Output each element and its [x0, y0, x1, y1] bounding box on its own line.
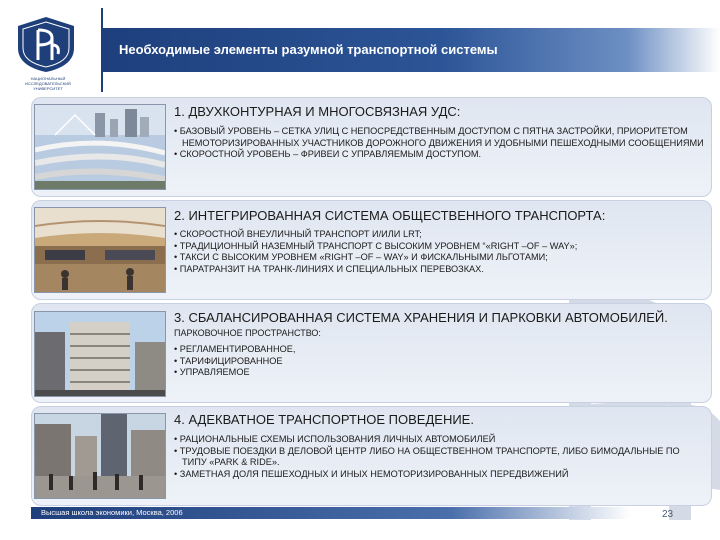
page-number: 23 [662, 509, 674, 520]
photo-parking-garage [34, 311, 166, 397]
slide-title: Необходимые элементы разумной транспортной системы [119, 42, 498, 57]
list-item: • СКОРОСТНОЙ УРОВЕНЬ – ФРИВЕИ С УПРАВЛЯЕМЫМ ДОСТУПОМ. [174, 149, 704, 161]
block-1-title: 1. ДВУХКОНТУРНАЯ И МНОГОСВЯЗНАЯ УДС: [174, 104, 461, 119]
list-item: • РЕГЛАМЕНТИРОВАННОЕ, [174, 344, 704, 356]
list-item: • БАЗОВЫЙ УРОВЕНЬ – СЕТКА УЛИЦ С НЕПОСРЕДСТВЕННЫМ ДОСТУПОМ С ПЯТНА ЗАСТРОЙКИ, ПРИОРИТЕТОМ НЕМОТОРИЗИРОВАННЫХ УЧАСТНИКОВ ДОРОЖНОГО ДВИЖЕНИЯ И УДОБНЫМИ ПЕШЕХОДНЫМИ СООБЩЕНИЯМИ [174, 126, 704, 149]
title-bar [103, 28, 720, 72]
list-item: • ТРУДОВЫЕ ПОЕЗДКИ В ДЕЛОВОЙ ЦЕНТР ЛИБО НА ОБЩЕСТВЕННОМ ТРАНСПОРТЕ, ЛИБО БИМОДАЛЬНЫЕ ПО ТИПУ «PARK & RIDE». [174, 446, 704, 469]
block-4-list [174, 434, 704, 480]
footer-bar [31, 507, 631, 519]
list-item: • УПРАВЛЯЕМОЕ [174, 367, 704, 379]
block-2-list [174, 229, 704, 275]
logo-caption: НАЦИОНАЛЬНЫЙ ИССЛЕДОВАТЕЛЬСКИЙ УНИВЕРСИТЕТ [25, 76, 71, 91]
list-item: • СКОРОСТНОЙ ВНЕУЛИЧНЫЙ ТРАНСПОРТ И/ИЛИ LRT; [174, 229, 704, 241]
footer-text: Высшая школа экономики, Москва, 2006 [41, 508, 183, 517]
list-item: • ТРАДИЦИОННЫЙ НАЗЕМНЫЙ ТРАНСПОРТ С ВЫСОКИМ УРОВНЕМ “«RIGHT –OF – WAY»; [174, 241, 704, 253]
list-item: • ЗАМЕТНАЯ ДОЛЯ ПЕШЕХОДНЫХ И ИНЫХ НЕМОТОРИЗИРОВАННЫХ ПЕРЕДВИЖЕНИЙ [174, 469, 704, 481]
list-item: • РАЦИОНАЛЬНЫЕ СХЕМЫ ИСПОЛЬЗОВАНИЯ ЛИЧНЫХ АВТОМОБИЛЕЙ [174, 434, 704, 446]
block-4-title: 4. АДЕКВАТНОЕ ТРАНСПОРТНОЕ ПОВЕДЕНИЕ. [174, 412, 474, 427]
block-3-title: 3. СБАЛАНСИРОВАННАЯ СИСТЕМА ХРАНЕНИЯ И ПАРКОВКИ АВТОМОБИЛЕЙ. [174, 310, 668, 325]
hse-logo-icon [14, 14, 78, 74]
photo-pedestrian-street [34, 413, 166, 499]
list-item: • ПАРАТРАНЗИТ НА ТРАНК-ЛИНИЯХ И СПЕЦИАЛЬНЫХ ПЕРЕВОЗКАХ. [174, 264, 704, 276]
photo-transit-station [34, 207, 166, 293]
slide-header [0, 0, 720, 96]
list-item: • ТАКСИ С ВЫСОКИМ УРОВНЕМ «RIGHT –OF – WAY» И ФИСКАЛЬНЫМИ ЛЬГОТАМИ; [174, 252, 704, 264]
block-3-list [174, 344, 704, 379]
block-3-subtitle: ПАРКОВОЧНОЕ ПРОСТРАНСТВО: [174, 328, 321, 338]
photo-highway-bridge [34, 104, 166, 190]
list-item: • ТАРИФИЦИРОВАННОЕ [174, 356, 704, 368]
block-2-title: 2. ИНТЕГРИРОВАННАЯ СИСТЕМА ОБЩЕСТВЕННОГО ТРАНСПОРТА: [174, 208, 606, 223]
block-1-list [174, 126, 704, 161]
